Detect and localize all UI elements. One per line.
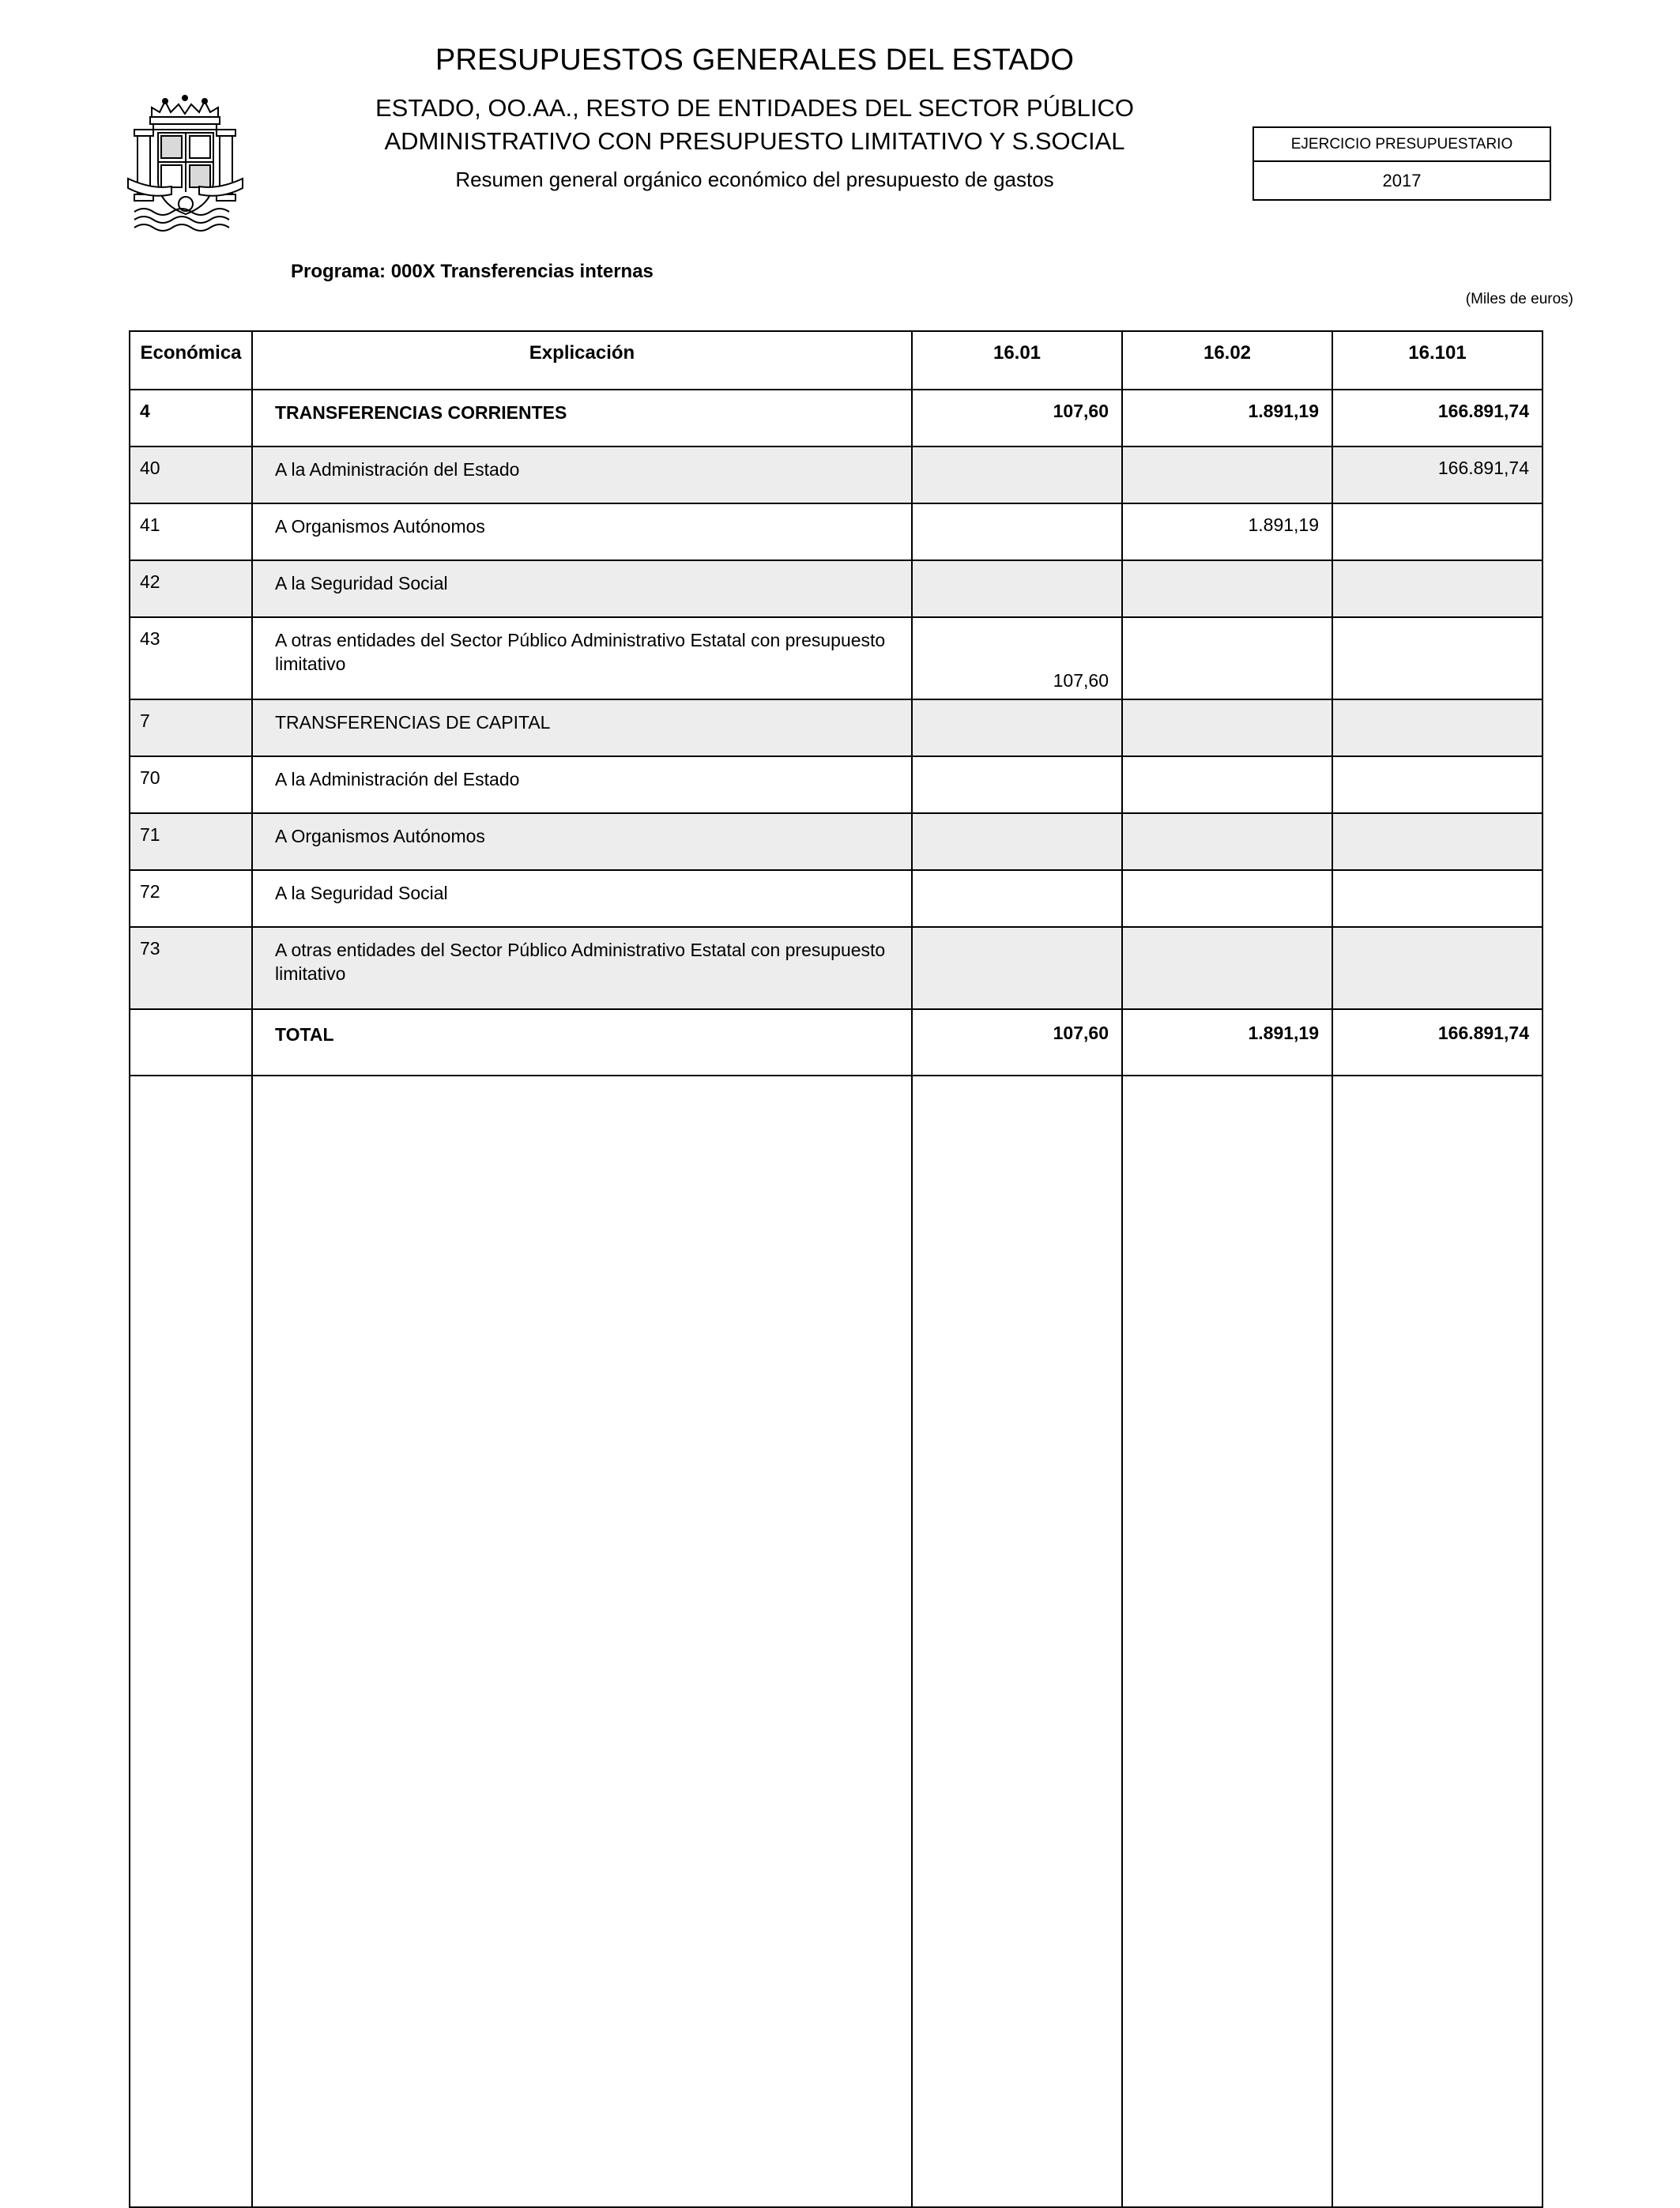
row-value-1601 xyxy=(912,870,1122,927)
filler-cell xyxy=(252,1076,912,2207)
budget-table xyxy=(129,330,1543,2208)
total-value-16101: 166.891,74 xyxy=(1332,1009,1543,1076)
table-row xyxy=(130,870,1543,927)
row-value-1602 xyxy=(1122,813,1332,870)
col-header-1602: 16.02 xyxy=(1122,331,1332,390)
table-row xyxy=(130,617,1543,699)
row-value-1602 xyxy=(1122,756,1332,813)
row-value-16101 xyxy=(1332,560,1543,617)
row-value-1601 xyxy=(912,503,1122,560)
row-value-16101 xyxy=(1332,699,1543,756)
title-block xyxy=(261,43,1249,192)
exercise-value: 2017 xyxy=(1382,171,1422,190)
table-header xyxy=(130,331,1543,390)
table-row xyxy=(130,699,1543,756)
filler-cell xyxy=(1122,1076,1332,2207)
total-value-1601: 107,60 xyxy=(912,1009,1122,1076)
exercise-box xyxy=(1252,126,1551,201)
row-value-1601 xyxy=(912,560,1122,617)
row-explanation: A otras entidades del Sector Público Administrativo Estatal con presupuesto limitativo xyxy=(252,927,912,1009)
row-value-16101 xyxy=(1332,756,1543,813)
col-header-explicacion: Explicación xyxy=(252,331,912,390)
row-value-1602: 1.891,19 xyxy=(1122,503,1332,560)
table-filler-row xyxy=(130,1076,1543,2207)
table-row xyxy=(130,813,1543,870)
col-header-1601: 16.01 xyxy=(912,331,1122,390)
row-explanation: A otras entidades del Sector Público Administrativo Estatal con presupuesto limitativo xyxy=(252,617,912,699)
row-explanation: TRANSFERENCIAS CORRIENTES xyxy=(252,390,912,446)
total-label: TOTAL xyxy=(252,1009,912,1076)
programa-label: Programa: 000X Transferencias internas xyxy=(291,261,654,282)
col-header-economica: Económica xyxy=(130,331,252,390)
row-value-16101 xyxy=(1332,813,1543,870)
row-explanation: A Organismos Autónomos xyxy=(252,503,912,560)
row-value-16101: 166.891,74 xyxy=(1332,390,1543,446)
row-code: 73 xyxy=(130,927,252,1009)
row-value-16101 xyxy=(1332,870,1543,927)
table-row xyxy=(130,446,1543,503)
row-code: 72 xyxy=(130,870,252,927)
table-row xyxy=(130,390,1543,446)
table-row xyxy=(130,560,1543,617)
row-explanation: A la Seguridad Social xyxy=(252,560,912,617)
row-code: 7 xyxy=(130,699,252,756)
row-value-1601 xyxy=(912,756,1122,813)
row-code: 42 xyxy=(130,560,252,617)
table-row xyxy=(130,927,1543,1009)
row-code: 70 xyxy=(130,756,252,813)
row-value-1602 xyxy=(1122,617,1332,699)
total-code xyxy=(130,1009,252,1076)
row-value-1602: 1.891,19 xyxy=(1122,390,1332,446)
subtitle-line-3: Resumen general orgánico económico del presupuesto de gastos xyxy=(455,168,1054,191)
page-title: PRESUPUESTOS GENERALES DEL ESTADO xyxy=(435,43,1075,77)
row-value-1602 xyxy=(1122,446,1332,503)
budget-table-wrapper xyxy=(129,330,1543,2208)
row-value-1602 xyxy=(1122,699,1332,756)
row-value-16101 xyxy=(1332,617,1543,699)
subtitle-line-1: ESTADO, OO.AA., RESTO DE ENTIDADES DEL SECTOR PÚBLICO xyxy=(375,94,1135,122)
row-code: 41 xyxy=(130,503,252,560)
row-value-1601 xyxy=(912,446,1122,503)
document-header xyxy=(0,0,1680,307)
row-value-1602 xyxy=(1122,560,1332,617)
filler-cell xyxy=(130,1076,252,2207)
table-total-row xyxy=(130,1009,1543,1076)
row-code: 43 xyxy=(130,617,252,699)
row-explanation: A la Seguridad Social xyxy=(252,870,912,927)
total-value-1602: 1.891,19 xyxy=(1122,1009,1332,1076)
row-explanation: A la Administración del Estado xyxy=(252,756,912,813)
row-value-16101: 166.891,74 xyxy=(1332,446,1543,503)
row-explanation: A la Administración del Estado xyxy=(252,446,912,503)
filler-cell xyxy=(1332,1076,1543,2207)
table-body xyxy=(130,390,1543,2207)
row-explanation: A Organismos Autónomos xyxy=(252,813,912,870)
col-header-16101: 16.101 xyxy=(1332,331,1543,390)
exercise-label: EJERCICIO PRESUPUESTARIO xyxy=(1254,128,1550,162)
table-header-row xyxy=(130,331,1543,390)
row-value-1601 xyxy=(912,927,1122,1009)
table-row xyxy=(130,503,1543,560)
row-value-16101 xyxy=(1332,503,1543,560)
row-value-1601 xyxy=(912,813,1122,870)
row-value-1601: 107,60 xyxy=(912,390,1122,446)
row-code: 40 xyxy=(130,446,252,503)
row-code: 71 xyxy=(130,813,252,870)
row-value-1601 xyxy=(912,699,1122,756)
subtitle-line-2: ADMINISTRATIVO CON PRESUPUESTO LIMITATIVO Y S.SOCIAL xyxy=(384,127,1125,155)
units-label: (Miles de euros) xyxy=(1465,291,1573,307)
row-value-1602 xyxy=(1122,927,1332,1009)
table-row xyxy=(130,756,1543,813)
row-value-1602 xyxy=(1122,870,1332,927)
row-explanation: TRANSFERENCIAS DE CAPITAL xyxy=(252,699,912,756)
row-code: 4 xyxy=(130,390,252,446)
row-value-1601: 107,60 xyxy=(912,617,1122,699)
row-value-16101 xyxy=(1332,927,1543,1009)
spain-coat-of-arms-icon xyxy=(120,85,250,235)
filler-cell xyxy=(912,1076,1122,2207)
